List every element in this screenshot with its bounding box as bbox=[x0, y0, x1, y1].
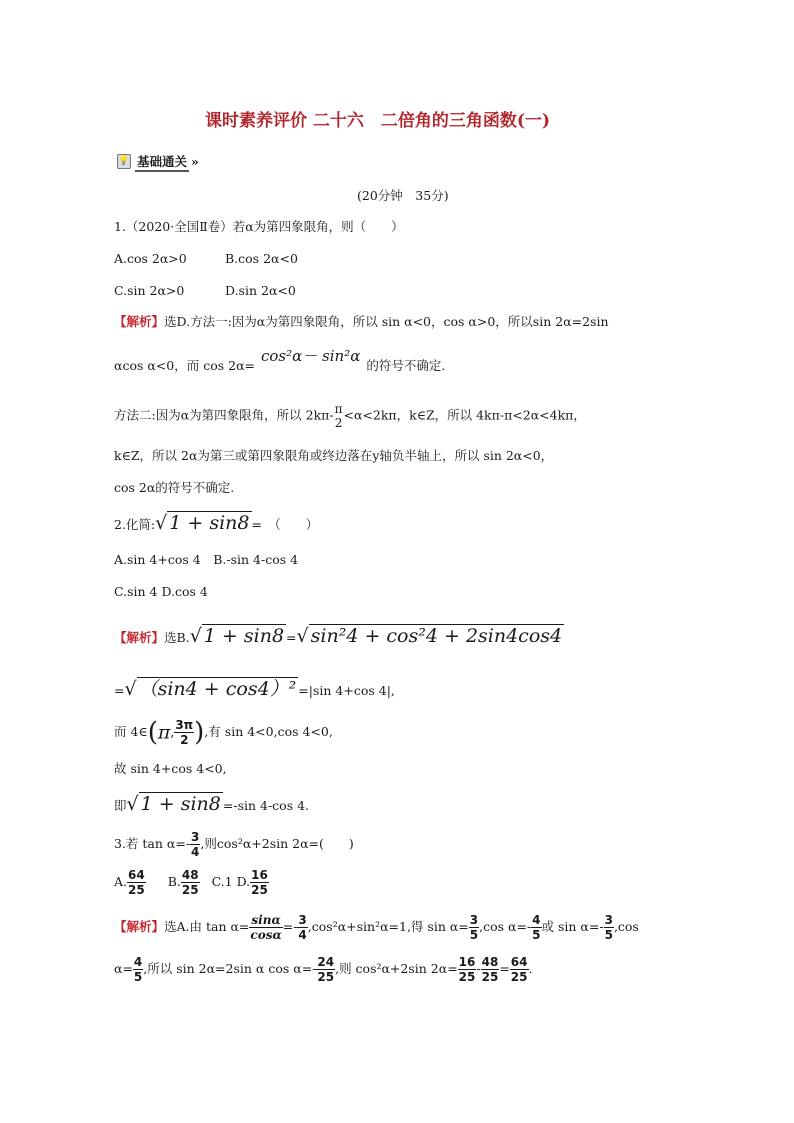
q1-option-b: B.cos 2α<0 bbox=[225, 251, 298, 266]
q2-analysis-line5: 即√ 1 + sin8 =-sin 4-cos 4. bbox=[114, 793, 310, 815]
q1-analysis-line3: 方法二:因为α为第四象限角，所以 2kπ- π 2 <α<2kπ，k∈Z，所以 4kπ-π<2α<4kπ， bbox=[114, 402, 586, 430]
section-badge bbox=[117, 151, 199, 172]
q1-option-a: A.cos 2α>0 bbox=[114, 251, 187, 266]
page-title: 课时素养评价 二十六 二倍角的三角函数(一) bbox=[205, 111, 551, 131]
section-badge-label: 基础通关 bbox=[135, 152, 189, 172]
q1-analysis-line2: αcos α<0，而 cos 2α=cos²α－ sin²α的符号不确定. bbox=[114, 347, 446, 373]
time-score: (20分钟 35分) bbox=[357, 188, 449, 203]
q1-option-c: C.sin 2α>0 bbox=[114, 283, 185, 298]
q2-options-cd: C.sin 4 D.cos 4 bbox=[114, 584, 208, 599]
q1-analysis-line1: 【解析】选D.方法一:因为α为第四象限角，所以 sin α<0，cos α>0，所以sin 2α=2sin bbox=[114, 314, 609, 329]
q2-analysis-line2: =√ （sin4 + cos4）² =|sin 4+cos 4|, bbox=[114, 678, 395, 700]
q3-options: A. $\frac{64}{25}$ B. $\frac{48}{25}$ C.1 D. $\frac{16}{25}$ bbox=[114, 868, 268, 897]
q3-analysis-line1: 【解析】选A.由 tan α= $\frac{\sin\alpha}{\cos\alpha}$ =- $\frac{3}{4}$ ,cos²α+sin²α=1,得 sin α= $\frac{3}{5}$ ,cos α=- $\frac{4}{5}$ 或 sin α=- $\frac{3}{5}$ ,cos bbox=[114, 913, 639, 942]
q2-analysis-line1: 【解析】选B.√ 1 + sin8 =√ sin²4 + cos²4 + 2sin4cos4 bbox=[114, 625, 563, 647]
q1-option-d: D.sin 2α<0 bbox=[225, 283, 296, 298]
analysis-tag: 【解析】 bbox=[114, 314, 165, 329]
q2-options-ab: A.sin 4+cos 4 B.-sin 4-cos 4 bbox=[114, 552, 299, 567]
lightbulb-icon: 💡 bbox=[117, 154, 131, 169]
q1-analysis-line4: k∈Z，所以 2α为第三或第四象限角或终边落在y轴负半轴上，所以 sin 2α<0， bbox=[114, 448, 554, 463]
q2-analysis-line4: 故 sin 4+cos 4<0, bbox=[114, 761, 227, 776]
q2-stem: 2.化简:√ 1 + sin8 = （ ） bbox=[114, 512, 319, 534]
q3-stem: 3.若 tan α=- $\frac{3}{4}$ ,则cos²α+2sin 2α=( ) bbox=[114, 830, 354, 859]
section-arrow: » bbox=[191, 154, 199, 169]
q3-analysis-line2: α= $\frac{4}{5}$ ,所以 sin 2α=2sin α cos α=- $\frac{24}{25}$ ,则 cos²α+2sin 2α= $\frac{16}{25}$ - $\frac{48}{25}$ = $\frac{64}{25}$ . bbox=[114, 955, 533, 984]
q1-stem: 1.（2020·全国Ⅱ卷）若α为第四象限角，则（ ） bbox=[114, 219, 404, 234]
sqrt-expression: √ 1 + sin8 bbox=[155, 512, 250, 534]
q2-analysis-line3: 而 4∈(π, $\frac{3\pi}{2}$ ),有 sin 4<0,cos 4<0, bbox=[114, 717, 333, 748]
q1-analysis-line5: cos 2α的符号不确定. bbox=[114, 480, 235, 495]
